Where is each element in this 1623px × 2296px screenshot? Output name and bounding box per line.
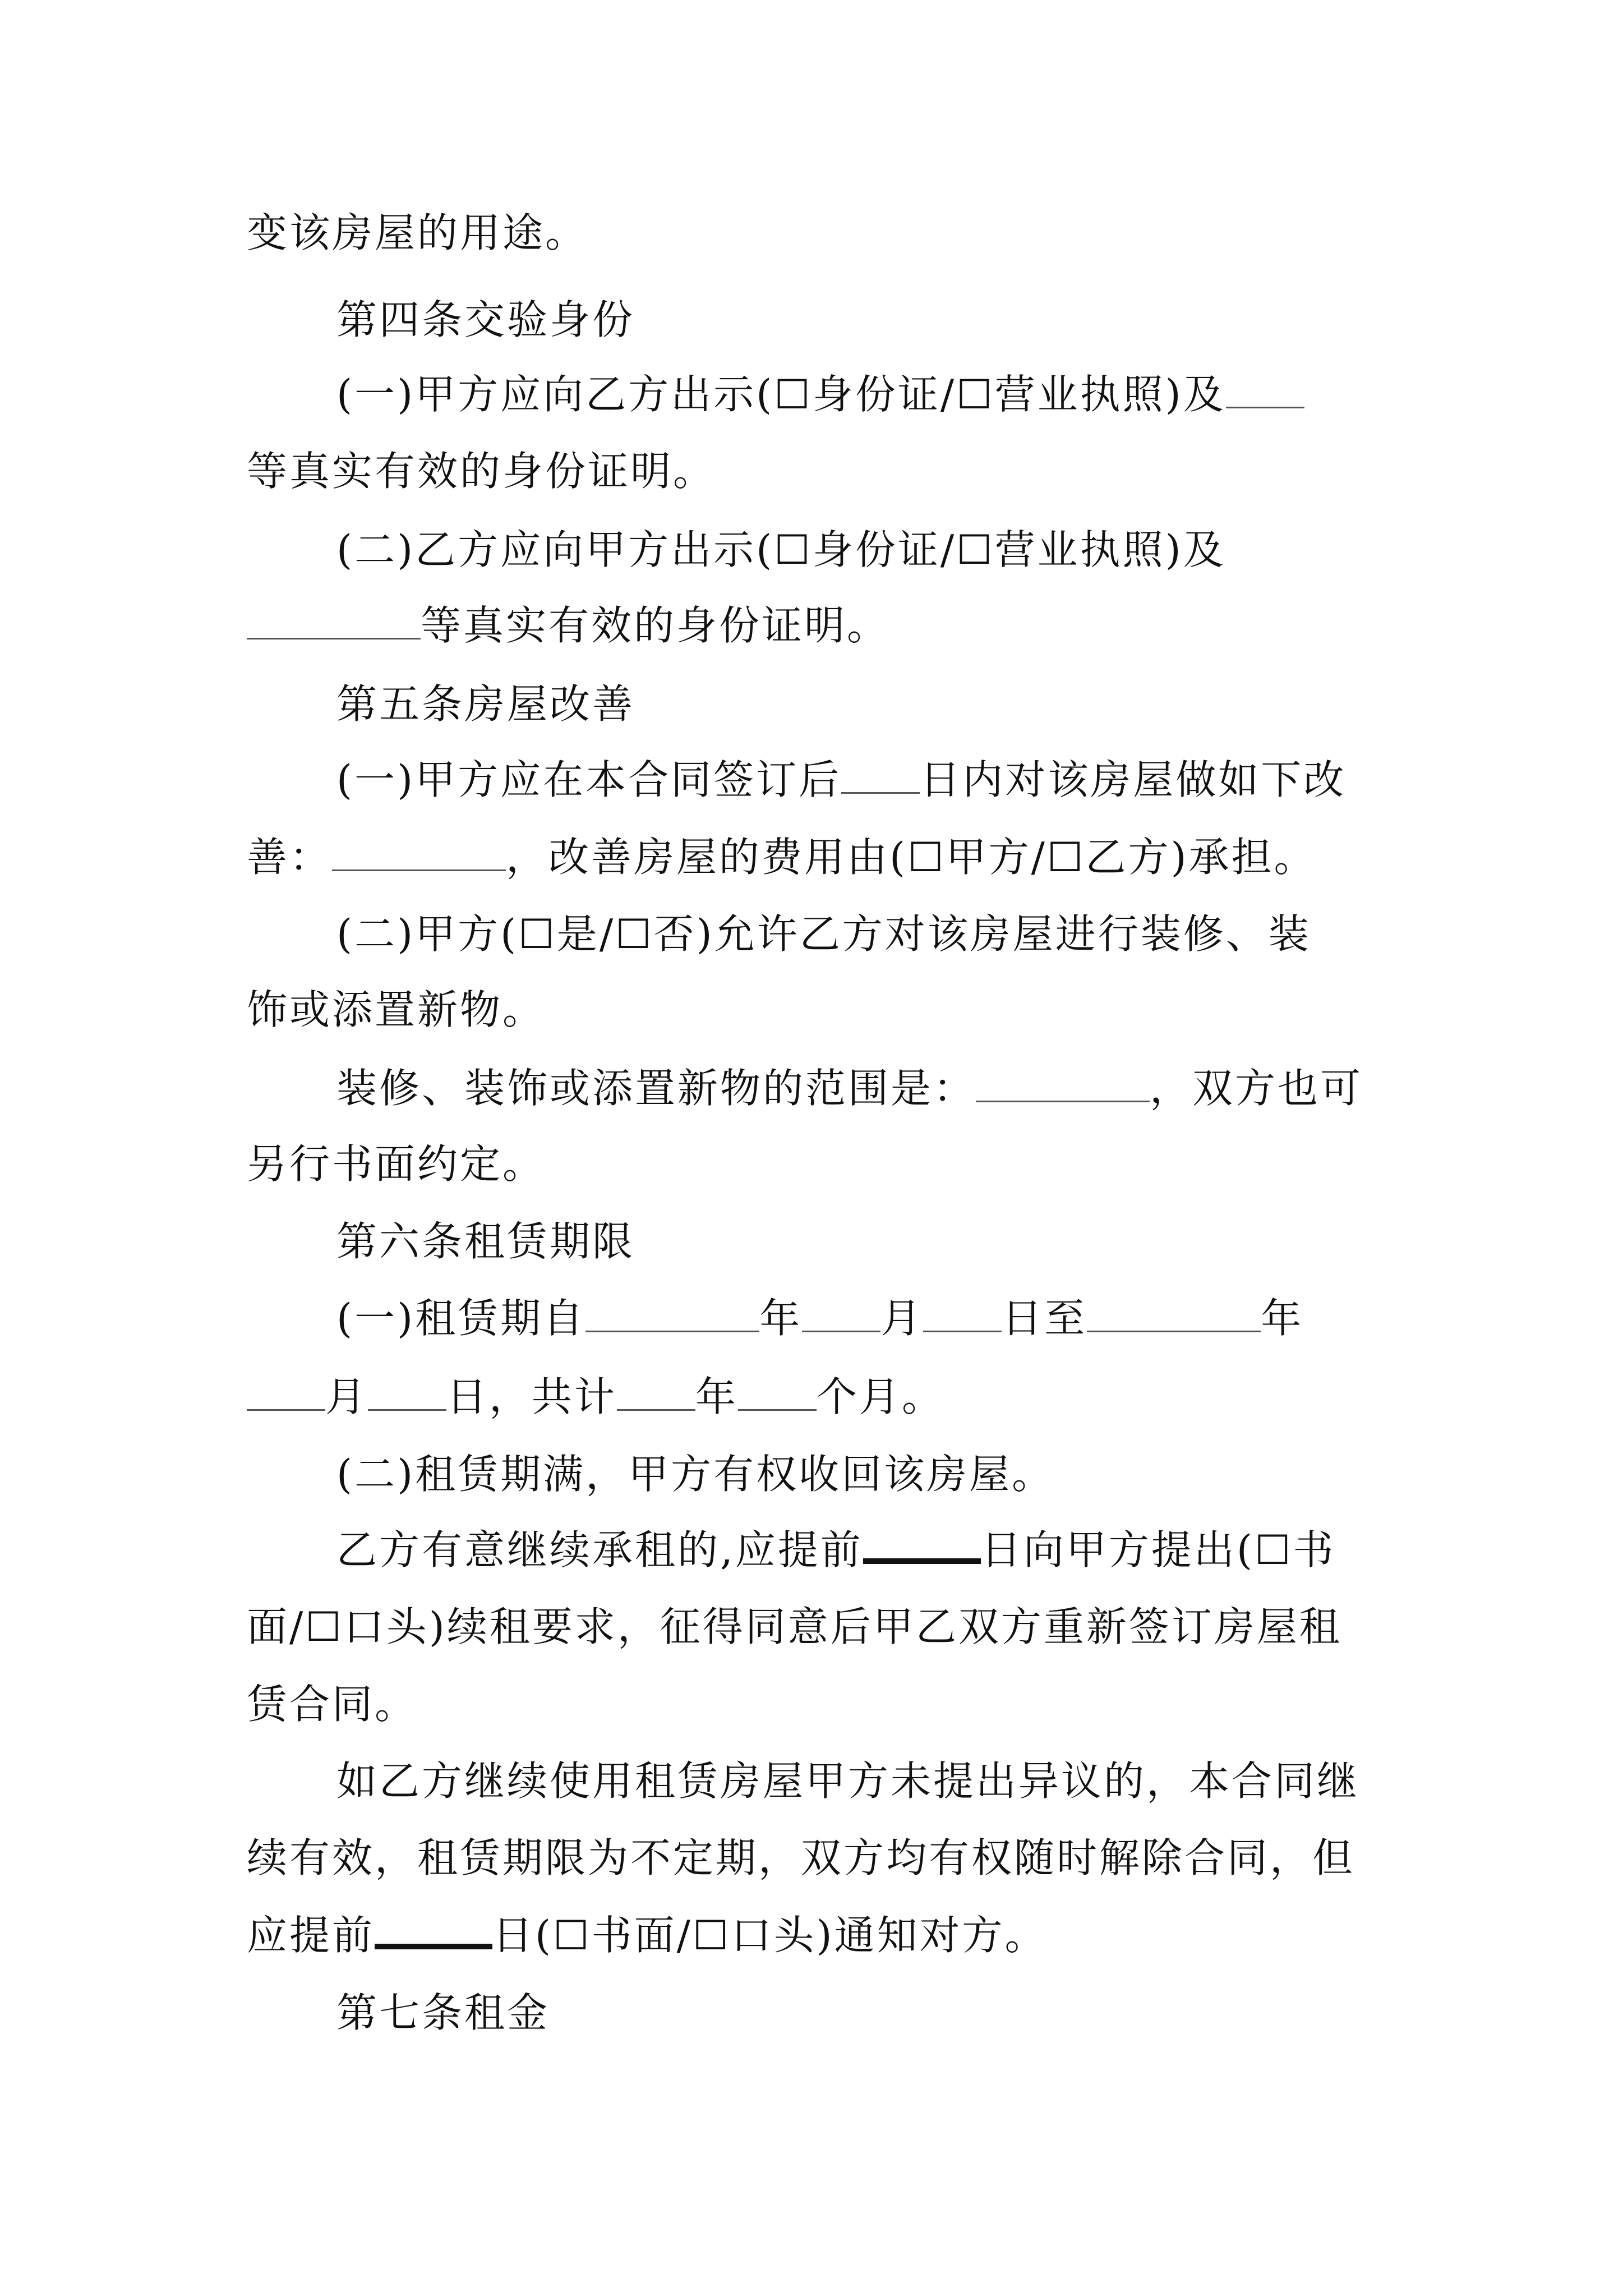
text-span: 个月。 bbox=[817, 1373, 945, 1420]
fill-in-blank bbox=[1087, 1297, 1261, 1332]
text-span: (一)甲方应向乙方出示(☐身份证/☐营业执照)及 bbox=[336, 371, 1226, 418]
text-line bbox=[336, 906, 1391, 962]
fill-in-blank bbox=[802, 1297, 880, 1332]
fill-in-blank bbox=[375, 1910, 492, 1949]
text-line bbox=[247, 829, 1391, 885]
section-heading bbox=[336, 292, 1391, 348]
text-span: 等真实有效的身份证明。 bbox=[247, 448, 716, 495]
section-heading bbox=[336, 1213, 1391, 1269]
text-span: 赁合同。 bbox=[247, 1681, 418, 1728]
text-span: 应提前 bbox=[247, 1912, 375, 1959]
text-line bbox=[336, 752, 1391, 808]
fill-in-blank bbox=[332, 836, 506, 871]
text-span: 如乙方继续使用租赁房屋甲方未提出异议的，本合同继 bbox=[336, 1757, 1360, 1805]
text-span: (一)甲方应在本合同签订后 bbox=[336, 756, 842, 803]
heading-text: 第五条房屋改善 bbox=[336, 680, 635, 728]
text-line bbox=[336, 1060, 1391, 1116]
text-span: 月 bbox=[880, 1295, 924, 1342]
fill-in-blank bbox=[585, 1297, 759, 1332]
text-span: 面/☐口头)续租要求，征得同意后甲乙双方重新签订房屋租 bbox=[247, 1603, 1342, 1650]
text-span: 另行书面约定。 bbox=[247, 1140, 546, 1188]
fill-in-blank bbox=[738, 1375, 817, 1411]
text-span: 装修、装饰或添置新物的范围是： bbox=[336, 1065, 976, 1112]
text-span: 日至 bbox=[1002, 1295, 1087, 1342]
text-span: 续有效，租赁期限为不定期，双方均有权随时解除合同，但 bbox=[247, 1834, 1355, 1881]
section-heading bbox=[336, 1985, 1391, 2041]
text-span: 年 bbox=[695, 1373, 739, 1420]
fill-in-blank bbox=[841, 758, 920, 794]
text-line bbox=[336, 522, 1391, 578]
heading-text: 第六条租赁期限 bbox=[336, 1218, 635, 1265]
text-line bbox=[247, 1136, 1391, 1192]
text-span: 日(☐书面/☐口头)通知对方。 bbox=[492, 1912, 1048, 1959]
text-line bbox=[247, 597, 1391, 654]
text-line bbox=[247, 1369, 1391, 1425]
text-span: 月 bbox=[325, 1373, 368, 1420]
text-line bbox=[336, 1753, 1391, 1809]
text-span: (二)甲方(☐是/☐否)允许乙方对该房屋进行装修、装 bbox=[336, 910, 1311, 958]
heading-text: 第四条交验身份 bbox=[336, 296, 635, 343]
section-heading bbox=[336, 676, 1391, 732]
text-line bbox=[247, 982, 1391, 1038]
text-line bbox=[336, 366, 1391, 422]
fill-in-blank bbox=[368, 1375, 446, 1411]
fill-in-blank bbox=[923, 1297, 1002, 1332]
heading-text: 第七条租金 bbox=[336, 1989, 550, 2036]
text-span: 变该房屋的用途。 bbox=[247, 209, 588, 256]
text-span: 饰或添置新物。 bbox=[247, 986, 546, 1033]
text-span: (一)租赁期自 bbox=[336, 1295, 586, 1342]
text-line bbox=[247, 1830, 1391, 1886]
fill-in-blank bbox=[976, 1067, 1150, 1102]
fill-in-blank bbox=[247, 1375, 325, 1411]
fill-in-blank bbox=[1226, 373, 1304, 408]
text-span: ，双方也可 bbox=[1150, 1065, 1363, 1112]
text-line bbox=[336, 1290, 1391, 1346]
text-span: ，改善房屋的费用由(☐甲方/☐乙方)承担。 bbox=[506, 834, 1317, 881]
text-line bbox=[247, 1907, 1391, 1963]
text-line bbox=[247, 1599, 1391, 1655]
fill-in-blank bbox=[247, 604, 421, 639]
text-line bbox=[247, 1676, 1391, 1732]
text-span: 日向甲方提出(☐书 bbox=[980, 1526, 1336, 1573]
text-span: 善： bbox=[247, 834, 333, 881]
text-line bbox=[336, 1446, 1391, 1502]
text-line bbox=[336, 1522, 1391, 1578]
text-span: 乙方有意继续承租的,应提前 bbox=[336, 1526, 863, 1573]
text-line bbox=[247, 443, 1391, 499]
text-span: 年 bbox=[759, 1295, 803, 1342]
text-line bbox=[247, 205, 1391, 261]
text-span: 年 bbox=[1261, 1295, 1304, 1342]
text-span: 日，共计 bbox=[446, 1373, 617, 1420]
text-span: 日内对该房屋做如下改 bbox=[920, 756, 1347, 803]
fill-in-blank bbox=[617, 1375, 695, 1411]
text-span: 等真实有效的身份证明。 bbox=[421, 602, 890, 649]
text-span: (二)乙方应向甲方出示(☐身份证/☐营业执照)及 bbox=[336, 526, 1226, 573]
fill-in-blank bbox=[863, 1525, 981, 1564]
text-span: (二)租赁期满，甲方有权收回该房屋。 bbox=[336, 1451, 1055, 1498]
